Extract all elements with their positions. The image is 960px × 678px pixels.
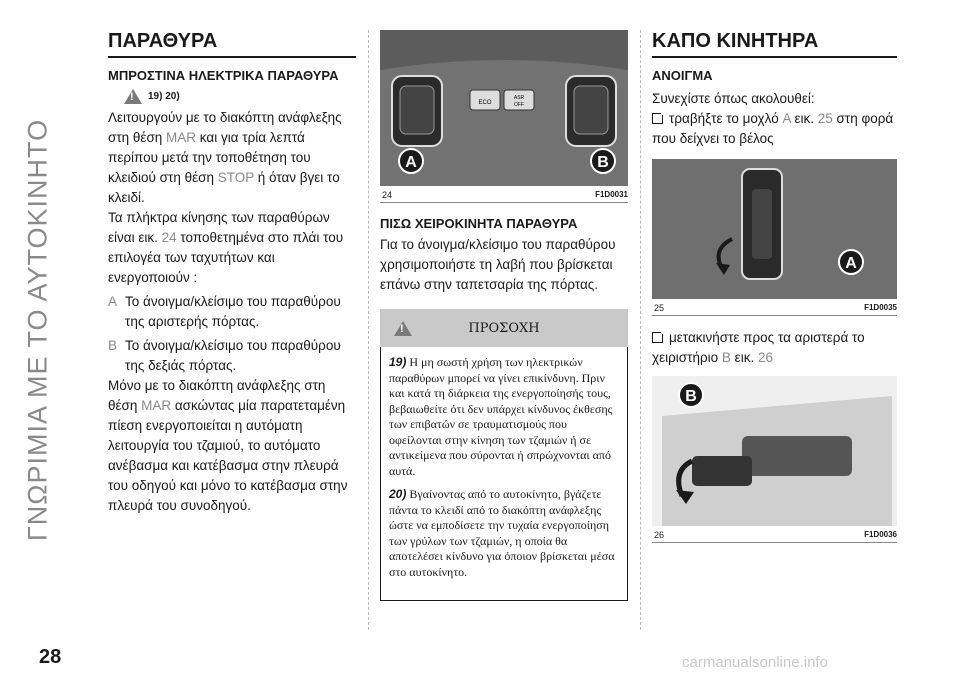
- figure-26-safety-catch: [652, 376, 897, 526]
- figure-caption: 25 F1D0035: [652, 299, 897, 316]
- figure-caption: 24 F1D0031: [380, 186, 628, 203]
- note-refs: 19) 20): [148, 91, 180, 102]
- watermark: carmanualsonline.info: [682, 654, 828, 671]
- subsection-title: ΜΠΡΟΣΤΙΝΑ ΗΛΕΚΤΡΙΚΑ ΠΑΡΑΘΥΡΑ: [108, 68, 339, 83]
- callout-b: B: [678, 382, 704, 408]
- section-title: ΚΑΠΟ ΚΙΝΗΤΗΡΑ: [652, 30, 897, 58]
- eco-button-label: ECO: [478, 100, 492, 106]
- caution-note-19: 19) Η μη σωστή χρήση των ηλεκτρικών παραθύρων μπορεί να γίνει επικίνδυνη. Πριν και κατά τη διάρκεια της ενεργοποίησής τους, βεβαιωθείτε ότι δεν υπάρχει κίνδυνος έκθεσης των επιβατών σε τραυματισμούς που οφείλονται στην κίνηση των τζαμιών ή σε αντικείμενα που σύρονται ή σπρώχνονται από αυτά.: [389, 355, 613, 478]
- paragraph: Μόνο με το διακόπτη ανάφλεξης στη θέση MAR ασκώντας μία παρατεταμένη πίεση ενεργοποιείται η αυτόματη λειτουργία του τζαμιού, το αυτόματο ανέβασμα και κατέβασμα στην πλευρά του οδηγού και μόνο το κατέβασμα στην πλευρά του συνοδηγού.: [108, 378, 348, 513]
- paragraph: Για το άνοιγμα/κλείσιμο του παραθύρου χρησιμοποιήστε τη λαβή που βρίσκεται επάνω στην ταπετσαρία της πόρτας.: [380, 237, 616, 292]
- checkbox-bullet-icon: [652, 332, 663, 343]
- asr-label: ASR: [513, 95, 525, 101]
- warning-triangle-icon: [124, 89, 142, 104]
- step-2: μετακινήστε προς τα αριστερά το χειριστήριο B εικ. 26: [652, 330, 865, 365]
- paragraph: Συνεχίστε όπως ακολουθεί:: [652, 91, 815, 106]
- step-1: τραβήξτε το μοχλό A εικ. 25 στη φορά που δείχνει το βέλος: [652, 111, 894, 146]
- column-bonnet: [652, 30, 897, 543]
- subsection-title: ΑΝΟΙΓΜΑ: [652, 68, 713, 83]
- figure-25-bonnet-lever: [652, 159, 897, 299]
- callout-b: B: [590, 148, 616, 174]
- column-divider: [640, 30, 641, 630]
- side-chapter-title: ΓΝΩΡΙΜΙΑ ΜΕ ΤΟ ΑΥΤΟΚΙΝΗΤΟ: [22, 118, 53, 542]
- warning-notes: [124, 89, 356, 104]
- list-item: A Το άνοιγμα/κλείσιμο του παραθύρου της αριστερής πόρτας.: [108, 294, 341, 329]
- paragraph: Τα πλήκτρα κίνησης των παραθύρων είναι εικ. 24 τοποθετημένα στο πλάι του επιλογέα των ταχυτήτων και ενεργοποιούν :: [108, 210, 344, 285]
- page-number: 28: [39, 646, 62, 668]
- caution-note-20: 20) Βγαίνοντας από το αυτοκίνητο, βγάζετε πάντα το κλειδί από το διακόπτη ανάφλεξης ώστε να εμποδίσετε την τυχαία ενεργοποίηση των γρύλων των τζαμιών, η οποία θα αποτελέσει κίνδυνο για όποιον βρίσκεται μέσα στο αυτοκίνητο.: [389, 487, 615, 579]
- column-windows: [108, 30, 356, 516]
- callout-a: A: [398, 148, 424, 174]
- figure-24-window-switches: [380, 30, 628, 186]
- bonnet-lever-illustration: [652, 159, 897, 299]
- checkbox-bullet-icon: [652, 113, 663, 124]
- column-divider: [368, 30, 369, 630]
- figure-caption: 26 F1D0036: [652, 526, 897, 543]
- caution-header: ! ΠΡΟΣΟΧΗ: [380, 309, 628, 347]
- callout-a: A: [838, 249, 864, 275]
- asr-off-label: OFF: [514, 102, 524, 108]
- list-item: B Το άνοιγμα/κλείσιμο του παραθύρου της δεξιάς πόρτας.: [108, 338, 341, 373]
- caution-box: [380, 347, 628, 601]
- warning-triangle-icon: [394, 321, 412, 336]
- column-rear-windows: [380, 30, 628, 601]
- paragraph: Λειτουργούν με το διακόπτη ανάφλεξης στη θέση MAR και για τρία λεπτά περίπου μετά την τοποθέτηση του κλειδιού στη θέση STOP ή όταν βγει το κλειδί.: [108, 110, 342, 205]
- subsection-title: ΠΙΣΩ ΧΕΙΡΟΚΙΝΗΤΑ ΠΑΡΑΘΥΡΑ: [380, 216, 578, 231]
- section-title: ΠΑΡΑΘΥΡΑ: [108, 30, 356, 58]
